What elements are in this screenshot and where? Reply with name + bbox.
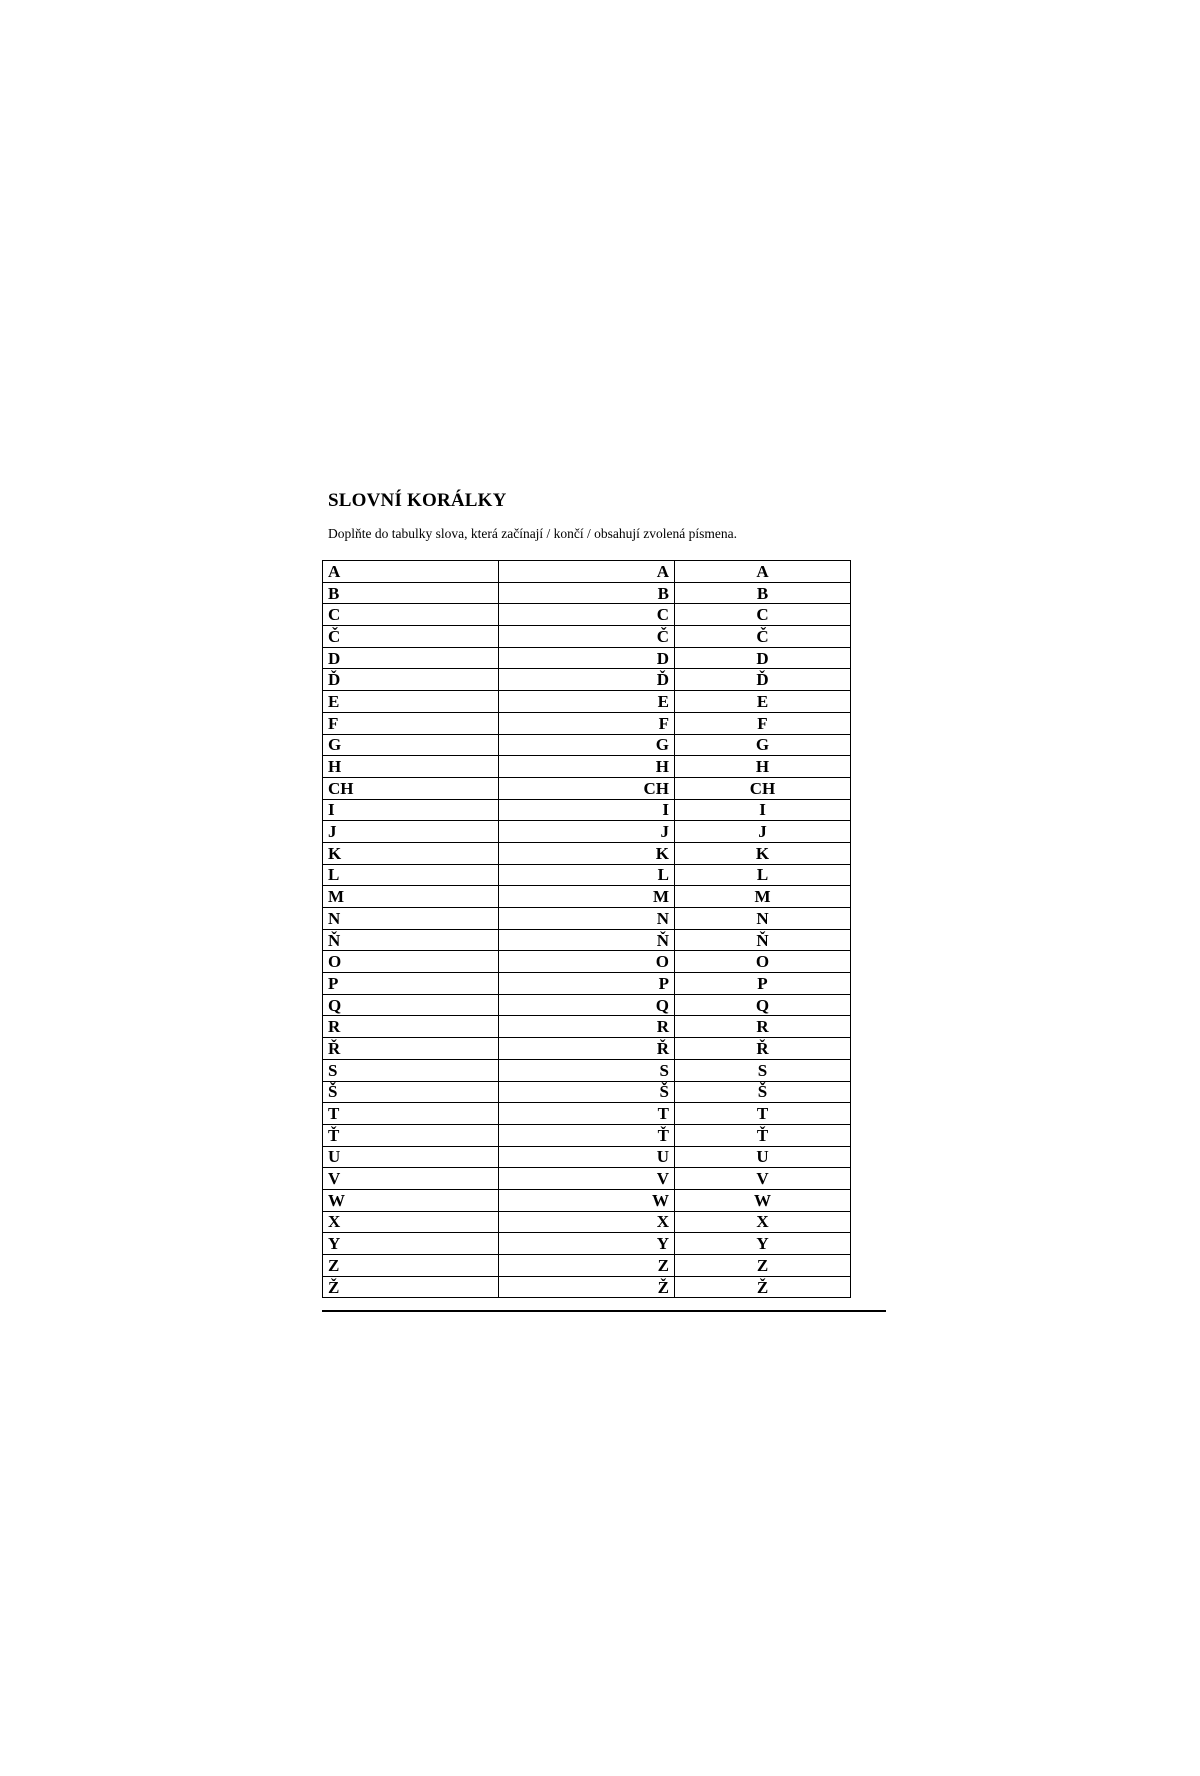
ends-with-cell: K bbox=[499, 842, 675, 864]
contains-cell: Ď bbox=[675, 669, 851, 691]
contains-cell: M bbox=[675, 886, 851, 908]
table-row bbox=[323, 669, 851, 691]
starts-with-cell: Z bbox=[323, 1255, 499, 1277]
ends-with-cell: T bbox=[499, 1103, 675, 1125]
contains-cell: Ň bbox=[675, 929, 851, 951]
table-row bbox=[323, 908, 851, 930]
contains-cell: C bbox=[675, 604, 851, 626]
contains-cell: N bbox=[675, 908, 851, 930]
table-row bbox=[323, 864, 851, 886]
starts-with-cell: Ď bbox=[323, 669, 499, 691]
contains-cell: B bbox=[675, 582, 851, 604]
contains-cell: P bbox=[675, 973, 851, 995]
starts-with-cell: R bbox=[323, 1016, 499, 1038]
table-row bbox=[323, 712, 851, 734]
starts-with-cell: Š bbox=[323, 1081, 499, 1103]
starts-with-cell: B bbox=[323, 582, 499, 604]
contains-cell: A bbox=[675, 561, 851, 583]
starts-with-cell: Ň bbox=[323, 929, 499, 951]
contains-cell: W bbox=[675, 1189, 851, 1211]
contains-cell: Ř bbox=[675, 1038, 851, 1060]
table-row bbox=[323, 1103, 851, 1125]
table-row bbox=[323, 1146, 851, 1168]
table-row bbox=[323, 1189, 851, 1211]
contains-cell: G bbox=[675, 734, 851, 756]
ends-with-cell: P bbox=[499, 973, 675, 995]
table-row bbox=[323, 842, 851, 864]
starts-with-cell: K bbox=[323, 842, 499, 864]
starts-with-cell: L bbox=[323, 864, 499, 886]
starts-with-cell: S bbox=[323, 1059, 499, 1081]
starts-with-cell: C bbox=[323, 604, 499, 626]
contains-cell: D bbox=[675, 647, 851, 669]
table-row bbox=[323, 973, 851, 995]
starts-with-cell: P bbox=[323, 973, 499, 995]
ends-with-cell: Z bbox=[499, 1255, 675, 1277]
ends-with-cell: Ž bbox=[499, 1276, 675, 1298]
starts-with-cell: A bbox=[323, 561, 499, 583]
contains-cell: E bbox=[675, 691, 851, 713]
ends-with-cell: D bbox=[499, 647, 675, 669]
starts-with-cell: E bbox=[323, 691, 499, 713]
contains-cell: Z bbox=[675, 1255, 851, 1277]
ends-with-cell: U bbox=[499, 1146, 675, 1168]
starts-with-cell: M bbox=[323, 886, 499, 908]
contains-cell: K bbox=[675, 842, 851, 864]
table-row bbox=[323, 777, 851, 799]
starts-with-cell: W bbox=[323, 1189, 499, 1211]
starts-with-cell: CH bbox=[323, 777, 499, 799]
starts-with-cell: T bbox=[323, 1103, 499, 1125]
contains-cell: CH bbox=[675, 777, 851, 799]
contains-cell: I bbox=[675, 799, 851, 821]
ends-with-cell: R bbox=[499, 1016, 675, 1038]
starts-with-cell: Ř bbox=[323, 1038, 499, 1060]
starts-with-cell: Ž bbox=[323, 1276, 499, 1298]
ends-with-cell: E bbox=[499, 691, 675, 713]
table-row bbox=[323, 1211, 851, 1233]
table-row bbox=[323, 604, 851, 626]
ends-with-cell: Š bbox=[499, 1081, 675, 1103]
contains-cell: R bbox=[675, 1016, 851, 1038]
ends-with-cell: Č bbox=[499, 626, 675, 648]
contains-cell: J bbox=[675, 821, 851, 843]
table-row bbox=[323, 561, 851, 583]
table-row bbox=[323, 756, 851, 778]
contains-cell: X bbox=[675, 1211, 851, 1233]
table-row bbox=[323, 1124, 851, 1146]
ends-with-cell: L bbox=[499, 864, 675, 886]
ends-with-cell: A bbox=[499, 561, 675, 583]
table-row bbox=[323, 951, 851, 973]
table-row bbox=[323, 994, 851, 1016]
contains-cell: Ť bbox=[675, 1124, 851, 1146]
table-row bbox=[323, 626, 851, 648]
starts-with-cell: J bbox=[323, 821, 499, 843]
contains-cell: Š bbox=[675, 1081, 851, 1103]
table-row bbox=[323, 582, 851, 604]
starts-with-cell: Č bbox=[323, 626, 499, 648]
contains-cell: Q bbox=[675, 994, 851, 1016]
worksheet-title: SLOVNÍ KORÁLKY bbox=[328, 490, 507, 511]
ends-with-cell: W bbox=[499, 1189, 675, 1211]
table-row bbox=[323, 1276, 851, 1298]
contains-cell: Č bbox=[675, 626, 851, 648]
table-row bbox=[323, 929, 851, 951]
ends-with-cell: V bbox=[499, 1168, 675, 1190]
table-row bbox=[323, 799, 851, 821]
ends-with-cell: Ť bbox=[499, 1124, 675, 1146]
contains-cell: F bbox=[675, 712, 851, 734]
starts-with-cell: Y bbox=[323, 1233, 499, 1255]
ends-with-cell: Y bbox=[499, 1233, 675, 1255]
contains-cell: T bbox=[675, 1103, 851, 1125]
table-row bbox=[323, 1016, 851, 1038]
ends-with-cell: I bbox=[499, 799, 675, 821]
bottom-rule bbox=[322, 1310, 886, 1312]
table-row bbox=[323, 691, 851, 713]
ends-with-cell: Ď bbox=[499, 669, 675, 691]
starts-with-cell: Ť bbox=[323, 1124, 499, 1146]
ends-with-cell: Ř bbox=[499, 1038, 675, 1060]
starts-with-cell: O bbox=[323, 951, 499, 973]
table-row bbox=[323, 734, 851, 756]
contains-cell: Ž bbox=[675, 1276, 851, 1298]
starts-with-cell: F bbox=[323, 712, 499, 734]
table-row bbox=[323, 1081, 851, 1103]
ends-with-cell: C bbox=[499, 604, 675, 626]
contains-cell: L bbox=[675, 864, 851, 886]
worksheet-instruction: Doplňte do tabulky slova, která začínají / končí / obsahují zvolená písmena. bbox=[328, 526, 738, 541]
starts-with-cell: G bbox=[323, 734, 499, 756]
table-row bbox=[323, 1233, 851, 1255]
ends-with-cell: M bbox=[499, 886, 675, 908]
starts-with-cell: Q bbox=[323, 994, 499, 1016]
table-row bbox=[323, 1059, 851, 1081]
ends-with-cell: X bbox=[499, 1211, 675, 1233]
table-row bbox=[323, 821, 851, 843]
ends-with-cell: H bbox=[499, 756, 675, 778]
contains-cell: Y bbox=[675, 1233, 851, 1255]
table-row bbox=[323, 1038, 851, 1060]
ends-with-cell: S bbox=[499, 1059, 675, 1081]
table-row bbox=[323, 886, 851, 908]
ends-with-cell: G bbox=[499, 734, 675, 756]
contains-cell: O bbox=[675, 951, 851, 973]
ends-with-cell: Ň bbox=[499, 929, 675, 951]
contains-cell: U bbox=[675, 1146, 851, 1168]
starts-with-cell: D bbox=[323, 647, 499, 669]
ends-with-cell: N bbox=[499, 908, 675, 930]
starts-with-cell: H bbox=[323, 756, 499, 778]
letter-table-body bbox=[323, 561, 851, 1298]
contains-cell: H bbox=[675, 756, 851, 778]
ends-with-cell: B bbox=[499, 582, 675, 604]
contains-cell: S bbox=[675, 1059, 851, 1081]
starts-with-cell: X bbox=[323, 1211, 499, 1233]
starts-with-cell: N bbox=[323, 908, 499, 930]
starts-with-cell: V bbox=[323, 1168, 499, 1190]
table-row bbox=[323, 1168, 851, 1190]
table-row bbox=[323, 1255, 851, 1277]
ends-with-cell: O bbox=[499, 951, 675, 973]
contains-cell: V bbox=[675, 1168, 851, 1190]
ends-with-cell: CH bbox=[499, 777, 675, 799]
ends-with-cell: Q bbox=[499, 994, 675, 1016]
ends-with-cell: J bbox=[499, 821, 675, 843]
starts-with-cell: U bbox=[323, 1146, 499, 1168]
ends-with-cell: F bbox=[499, 712, 675, 734]
letter-table bbox=[322, 560, 851, 1298]
starts-with-cell: I bbox=[323, 799, 499, 821]
table-row bbox=[323, 647, 851, 669]
